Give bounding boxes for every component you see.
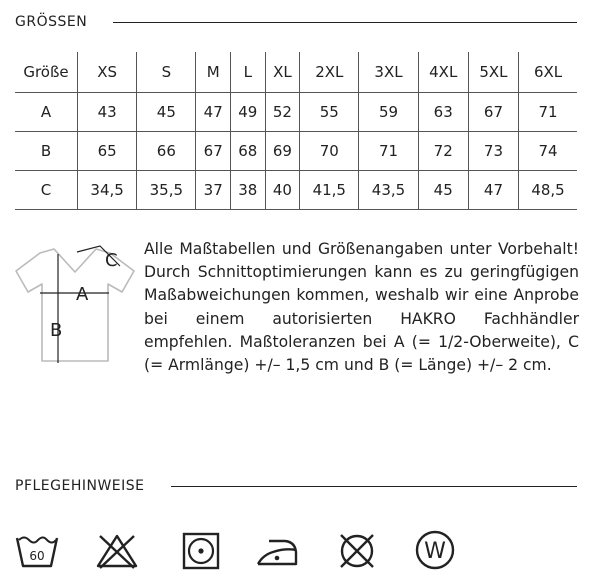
size-header-5xl: 5XL bbox=[468, 52, 518, 92]
table-cell: 70 bbox=[300, 131, 359, 170]
table-cell: 47 bbox=[196, 92, 231, 131]
table-cell: 41,5 bbox=[300, 170, 359, 209]
table-cell: 38 bbox=[231, 170, 266, 209]
table-cell: 72 bbox=[418, 131, 468, 170]
size-header-l: L bbox=[231, 52, 266, 92]
row-label-b: B bbox=[40, 141, 52, 160]
wet-clean-letter: W bbox=[424, 539, 446, 564]
care-section-header bbox=[15, 478, 577, 494]
row-label-c: C bbox=[40, 180, 52, 199]
size-header-m: M bbox=[196, 52, 231, 92]
size-table bbox=[15, 52, 577, 210]
table-cell: 34,5 bbox=[78, 170, 137, 209]
table-cell: 55 bbox=[300, 92, 359, 131]
shirt-measurement-diagram bbox=[12, 240, 137, 370]
no-bleach-icon bbox=[95, 528, 139, 572]
size-header-3xl: 3XL bbox=[359, 52, 418, 92]
table-cell: 45 bbox=[137, 92, 196, 131]
wash-temperature: 60 bbox=[29, 549, 45, 563]
row-label-a: A bbox=[40, 102, 52, 121]
measure-a-label: A bbox=[76, 284, 89, 305]
table-cell: 48,5 bbox=[519, 170, 577, 209]
table-cell: 45 bbox=[418, 170, 468, 209]
care-title-rule bbox=[171, 486, 577, 487]
table-cell: 71 bbox=[519, 92, 577, 131]
sizes-title: GRÖSSEN bbox=[15, 14, 88, 30]
size-table-row-c bbox=[15, 170, 577, 209]
table-cell: 40 bbox=[265, 170, 300, 209]
table-cell: 73 bbox=[468, 131, 518, 170]
size-header-4xl: 4XL bbox=[418, 52, 468, 92]
iron-low-icon bbox=[255, 528, 299, 572]
table-cell: 59 bbox=[359, 92, 418, 131]
table-cell: 43,5 bbox=[359, 170, 418, 209]
care-icons-row bbox=[15, 528, 455, 572]
size-header-6xl: 6XL bbox=[519, 52, 577, 92]
sizes-title-rule bbox=[113, 22, 577, 23]
tumble-dry-icon bbox=[179, 528, 223, 572]
table-cell: 68 bbox=[231, 131, 266, 170]
size-table-row-b bbox=[15, 131, 577, 170]
size-table-header-row bbox=[15, 52, 577, 92]
size-header-xs: XS bbox=[78, 52, 137, 92]
sizes-section-header bbox=[15, 14, 577, 30]
table-cell: 37 bbox=[196, 170, 231, 209]
no-dry-clean-icon bbox=[335, 528, 379, 572]
table-cell: 47 bbox=[468, 170, 518, 209]
wet-clean-icon bbox=[413, 528, 457, 572]
table-cell: 52 bbox=[265, 92, 300, 131]
table-cell: 63 bbox=[418, 92, 468, 131]
table-cell: 69 bbox=[265, 131, 300, 170]
measure-b-label: B bbox=[50, 320, 63, 341]
table-cell: 67 bbox=[468, 92, 518, 131]
care-title: PFLEGEHINWEISE bbox=[15, 478, 145, 494]
table-cell: 43 bbox=[78, 92, 137, 131]
table-cell: 49 bbox=[231, 92, 266, 131]
table-cell: 67 bbox=[196, 131, 231, 170]
table-cell: 65 bbox=[78, 131, 137, 170]
table-cell: 35,5 bbox=[137, 170, 196, 209]
table-cell: 66 bbox=[137, 131, 196, 170]
size-header-label: Größe bbox=[23, 62, 69, 81]
size-header-2xl: 2XL bbox=[300, 52, 359, 92]
measure-c-label: C bbox=[105, 250, 118, 271]
wash-60-icon bbox=[15, 528, 59, 572]
table-cell: 74 bbox=[519, 131, 577, 170]
size-header-xl: XL bbox=[265, 52, 300, 92]
size-disclaimer-note: Alle Maßtabellen und Größenangaben unter Vorbehalt! Durch Schnittoptimierungen kann es zu geringfügigen Maßabweichungen kommen, weshalb wir eine Anprobe bei einem autorisierten HAKRO Fachhändler empfehlen. Maßtoleranzen bei A (= 1/2-Oberweite), C (= Armlänge) +/– 1,5 cm und B (= Länge) +/– 2 cm. bbox=[144, 240, 579, 375]
size-header-s: S bbox=[137, 52, 196, 92]
table-cell: 71 bbox=[359, 131, 418, 170]
size-table-row-a bbox=[15, 92, 577, 131]
